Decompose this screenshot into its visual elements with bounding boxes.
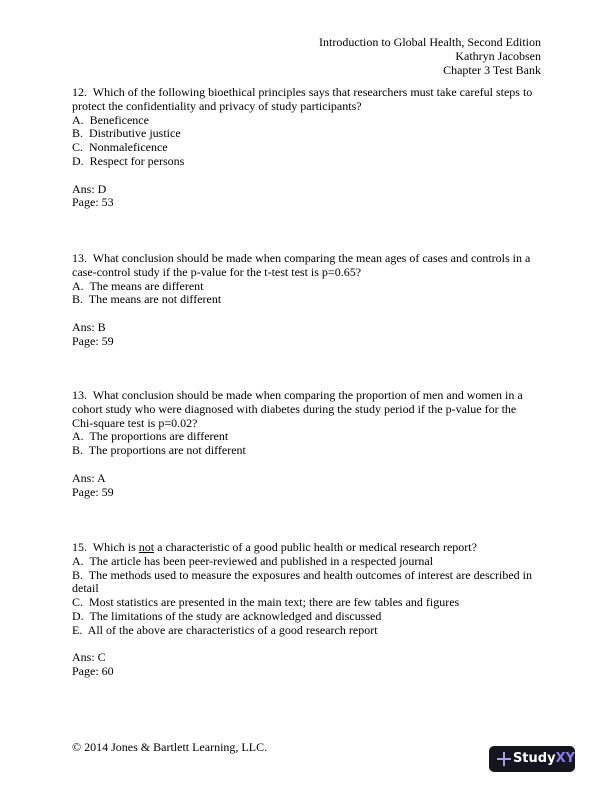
question-stem xyxy=(72,541,542,555)
option: D. Respect for persons xyxy=(72,153,185,168)
question-13b xyxy=(72,389,542,499)
stem-text: 15. Which is xyxy=(72,540,139,554)
option: B. The methods used to measure the exposures and health outcomes of interest are described in detail xyxy=(72,567,535,596)
option: E. All of the above are characteristics of a good research report xyxy=(72,622,378,637)
question-stem: 13. What conclusion should be made when comparing the mean ages of cases and controls in a xyxy=(72,251,531,265)
book-title: Introduction to Global Health, Second Edition xyxy=(319,35,541,49)
option: B. Distributive justice xyxy=(72,126,181,141)
question-stem: Chi-square test is p=0.02? xyxy=(72,415,198,430)
page-ref: Page: 59 xyxy=(72,333,114,348)
option: A. The means are different xyxy=(72,278,204,293)
answer: Ans: C xyxy=(72,650,106,665)
copyright: © 2014 Jones & Bartlett Learning, LLC. xyxy=(72,740,268,754)
author: Kathryn Jacobsen xyxy=(455,48,541,63)
question-12 xyxy=(72,86,542,210)
stem-text: a characteristic of a good public health or medical research report? xyxy=(154,540,477,554)
option: B. The means are not different xyxy=(72,292,222,307)
question-15 xyxy=(72,541,542,679)
stem-emphasis: not xyxy=(138,540,155,554)
page-ref: Page: 60 xyxy=(72,664,114,679)
question-13a xyxy=(72,252,542,349)
studyxy-logo[interactable] xyxy=(489,746,575,772)
answer: Ans: B xyxy=(72,319,106,334)
option: C. Most statistics are presented in the main text; there are few tables and figures xyxy=(72,595,460,610)
question-stem: 12. Which of the following bioethical principles says that researchers must take careful steps to xyxy=(72,85,533,99)
option: D. The limitations of the study are acknowledged and discussed xyxy=(72,608,382,623)
page-header xyxy=(319,36,541,77)
question-stem: case-control study if the p-value for the t-test test is p=0.65? xyxy=(72,264,362,279)
option: A. Beneficence xyxy=(72,112,149,127)
option: B. The proportions are not different xyxy=(72,443,246,458)
answer: Ans: A xyxy=(72,470,106,485)
option: A. The article has been peer-reviewed and published in a respected journal xyxy=(72,553,434,568)
option: C. Nonmaleficence xyxy=(72,140,168,155)
option: A. The proportions are different xyxy=(72,429,229,444)
page-ref: Page: 59 xyxy=(72,484,114,499)
question-stem: cohort study who were diagnosed with diabetes during the study period if the p-value for the xyxy=(72,401,517,416)
answer: Ans: D xyxy=(72,181,107,196)
question-stem: protect the confidentiality and privacy of study participants? xyxy=(72,98,362,113)
plus-icon xyxy=(497,752,508,766)
logo-text: Study xyxy=(512,751,556,767)
logo-text-accent: XY xyxy=(555,751,575,767)
page-ref: Page: 53 xyxy=(72,195,114,210)
question-stem: 13. What conclusion should be made when comparing the proportion of men and women in a xyxy=(72,388,523,402)
chapter: Chapter 3 Test Bank xyxy=(443,62,541,77)
